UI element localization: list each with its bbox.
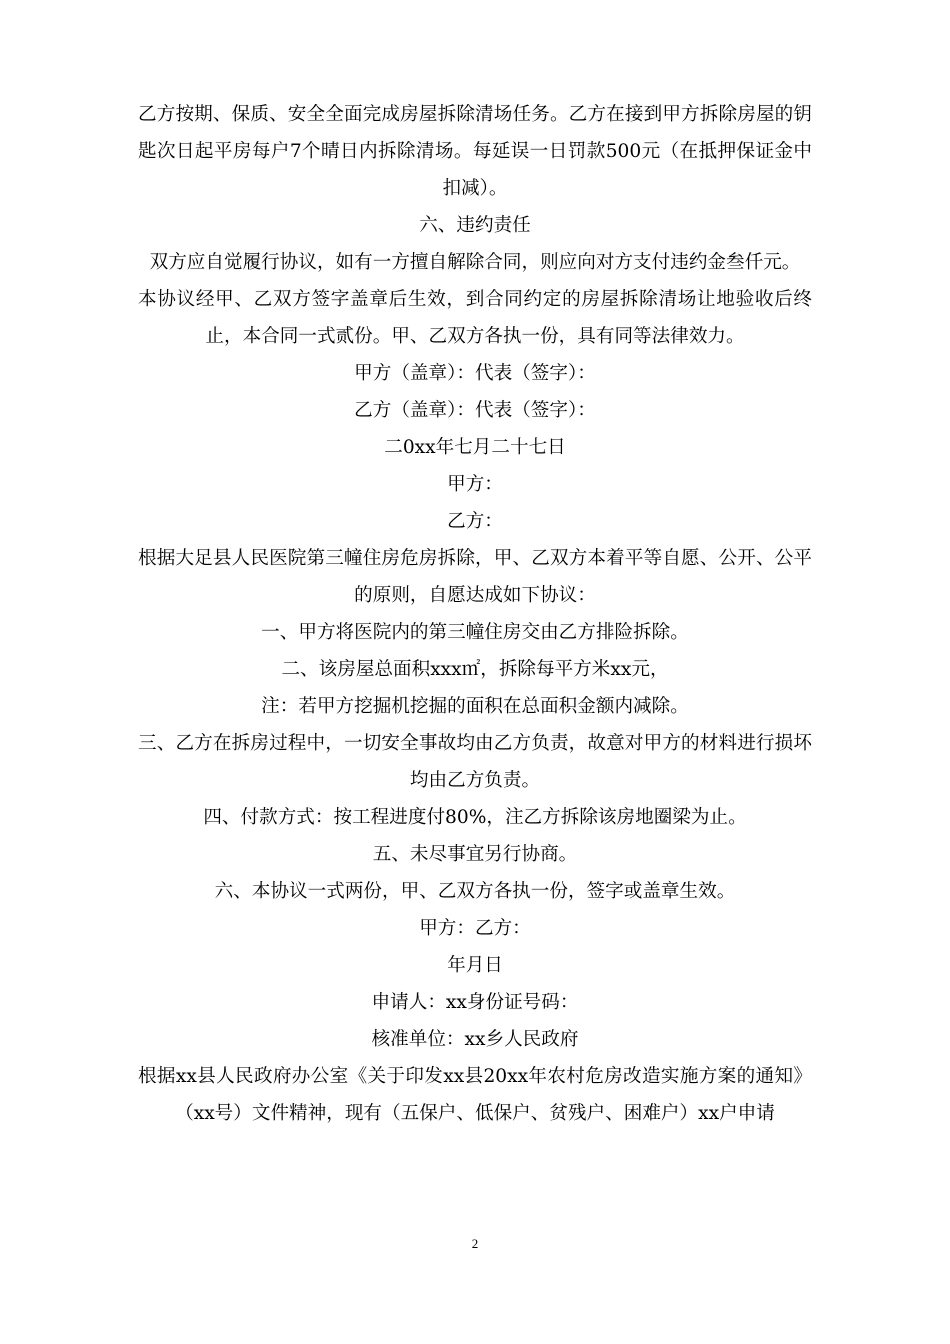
paragraph: 甲方： [447, 474, 503, 495]
paragraph: 甲方：乙方： [419, 918, 531, 939]
paragraph: 六、违约责任 [419, 215, 531, 236]
paragraph: 甲方（盖章）：代表（签字）： [354, 363, 596, 384]
paragraph: 根据大足县人民医院第三幢住房危房拆除，甲、乙双方本着平等自愿、公开、公平的原则，自愿达成如下协议： [138, 548, 812, 606]
page-number: 2 [471, 1236, 479, 1251]
paragraph: 乙方按期、保质、安全全面完成房屋拆除清场任务。乙方在接到甲方拆除房屋的钥匙次日起平房每户7个晴日内拆除清场。每延误一日罚款500元（在抵押保证金中扣减）。 [138, 104, 812, 199]
paragraph: 六、本协议一式两份，甲、乙双方各执一份，签字或盖章生效。 [214, 881, 736, 902]
paragraph: 注：若甲方挖掘机挖掘的面积在总面积金额内减除。 [261, 696, 689, 717]
paragraph: 二0xx年七月二十七日 [384, 437, 566, 458]
paragraph: 乙方（盖章）：代表（签字）： [354, 400, 596, 421]
paragraph: 申请人：xx身份证号码： [371, 992, 579, 1013]
paragraph: 一、甲方将医院内的第三幢住房交由乙方排险拆除。 [261, 622, 689, 643]
paragraph: 核准单位：xx乡人民政府 [371, 1029, 579, 1050]
paragraph: 三、乙方在拆房过程中，一切安全事故均由乙方负责，故意对甲方的材料进行损坏均由乙方负责。 [138, 733, 812, 791]
paragraph: 本协议经甲、乙双方签字盖章后生效，到合同约定的房屋拆除清场让地验收后终止，本合同一式贰份。甲、乙双方各执一份，具有同等法律效力。 [138, 289, 812, 347]
paragraph: 年月日 [447, 955, 503, 976]
paragraph: 五、未尽事宜另行协商。 [372, 844, 578, 865]
document-body [138, 96, 812, 1132]
paragraph: 双方应自觉履行协议，如有一方擅自解除合同，则应向对方支付违约金叁仟元。 [149, 252, 801, 273]
paragraph: 乙方： [447, 511, 503, 532]
paragraph: 四、付款方式：按工程进度付80%，注乙方拆除该房地圈梁为止。 [203, 807, 747, 828]
paragraph: 二、该房屋总面积xxx㎡，拆除每平方米xx元， [281, 659, 669, 680]
paragraph: 根据xx县人民政府办公室《关于印发xx县20xx年农村危房改造实施方案的通知》（xx号）文件精神，现有（五保户、低保户、贫残户、困难户）xx户申请 [138, 1066, 812, 1124]
